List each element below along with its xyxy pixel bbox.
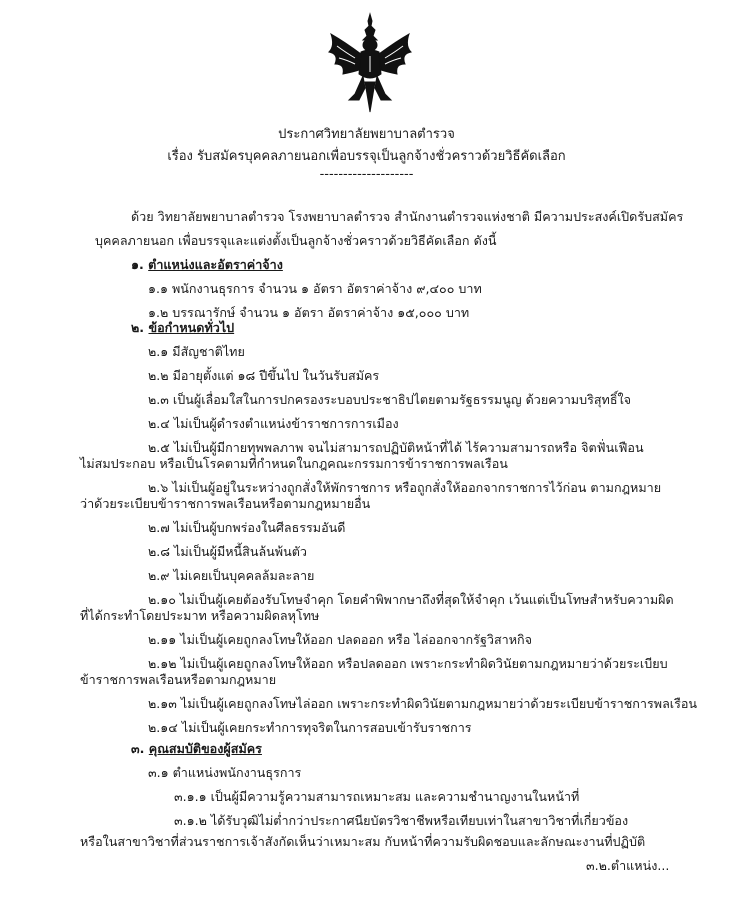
intro-line: บุคคลภายนอก เพื่อบรรจุและแต่งตั้งเป็นลูกจ้างชั่วคราวด้วยวิธีคัดเลือก ดังนี้ <box>95 233 497 248</box>
list-item: ๒.๑๓ ไม่เป็นผู้เคยถูกลงโทษไล่ออก เพราะกระทำผิดวินัยตามกฎหมายว่าด้วยระเบียบข้าราชการพลเรือน <box>148 696 698 711</box>
list-item-continued: ที่ได้กระทำโดยประมาท หรือความผิดลหุโทษ <box>80 608 320 623</box>
section-number: ๒. <box>131 320 145 335</box>
list-item: ๒.๑๐ ไม่เป็นผู้เคยต้องรับโทษจำคุก โดยคำพิพากษาถึงที่สุดให้จำคุก เว้นแต่เป็นโทษสำหรับความผิด <box>148 592 674 607</box>
section-heading-1 <box>131 257 283 273</box>
section-number: ๑. <box>131 257 144 272</box>
list-item-continued: หรือในสาขาวิชาที่ส่วนราชการเจ้าสังกัดเห็นว่าเหมาะสม กับหน้าที่ความรับผิดชอบและลักษณะงานที่ปฏิบัติ <box>80 834 646 849</box>
list-item: ๒.๑๒ ไม่เป็นผู้เคยถูกลงโทษให้ออก หรือปลดออก เพราะกระทำผิดวินัยตามกฎหมายว่าด้วยระเบียบ <box>148 656 668 671</box>
announcement-subject: เรื่อง รับสมัครบุคคลภายนอกเพื่อบรรจุเป็นลูกจ้างชั่วคราวด้วยวิธีคัดเลือก <box>167 149 566 164</box>
section-title: ตำแหน่งและอัตราค่าจ้าง <box>148 257 283 272</box>
section-number: ๓. <box>131 741 145 756</box>
list-item-continued: ว่าด้วยระเบียบข้าราชการพลเรือนหรือตามกฎหมายอื่น <box>80 496 371 511</box>
section-heading-2 <box>131 320 234 336</box>
title-separator: -------------------- <box>319 167 414 182</box>
list-item: ๒.๙ ไม่เคยเป็นบุคคลล้มละลาย <box>148 568 315 583</box>
list-item: ๓.๑ ตำแหน่งพนักงานธุรการ <box>148 765 302 780</box>
list-item: ๒.๑๑ ไม่เป็นผู้เคยถูกลงโทษให้ออก ปลดออก หรือ ไล่ออกจากรัฐวิสาหกิจ <box>148 632 533 647</box>
list-item: ๒.๕ ไม่เป็นผู้มีกายทุพพลภาพ จนไม่สามารถปฏิบัติหน้าที่ได้ ไร้ความสามารถหรือ จิตฟั่นเฟือน <box>148 440 644 455</box>
list-item: ๒.๒ มีอายุตั้งแต่ ๑๘ ปีขึ้นไป ในวันรับสมัคร <box>148 368 380 383</box>
garuda-emblem-icon <box>325 12 415 116</box>
list-item: ๒.๑๔ ไม่เป็นผู้เคยกระทำการทุจริตในการสอบเข้ารับราชการ <box>148 720 472 735</box>
list-item: ๑.๒ บรรณารักษ์ จำนวน ๑ อัตรา อัตราค่าจ้าง ๑๕,๐๐๐ บาท <box>148 305 470 320</box>
list-item: ๒.๔ ไม่เป็นผู้ดำรงตำแหน่งข้าราชการการเมือง <box>148 416 399 431</box>
section-heading-3 <box>131 741 262 757</box>
page-continuation: ๓.๒.ตำแหน่ง... <box>586 858 670 873</box>
intro-line: ด้วย วิทยาลัยพยาบาลตำรวจ โรงพยาบาลตำรวจ สำนักงานตำรวจแห่งชาติ มีความประสงค์เปิดรับสมัคร <box>131 209 684 224</box>
announcement-title: ประกาศวิทยาลัยพยาบาลตำรวจ <box>278 127 455 142</box>
section-title: คุณสมบัติของผู้สมัคร <box>148 741 262 756</box>
list-item: ๒.๓ เป็นผู้เลื่อมใสในการปกครองระบอบประชาธิปไตยตามรัฐธรรมนูญ ด้วยความบริสุทธิ์ใจ <box>148 392 632 407</box>
list-item-continued: ไม่สมประกอบ หรือเป็นโรคตามที่กำหนดในกฎคณะกรรมการข้าราชการพลเรือน <box>80 456 508 471</box>
list-item: ๑.๑ พนักงานธุรการ จำนวน ๑ อัตรา อัตราค่าจ้าง ๙,๔๐๐ บาท <box>148 281 482 296</box>
list-item-continued: ข้าราชการพลเรือนหรือตามกฎหมาย <box>80 672 277 687</box>
list-item: ๒.๘ ไม่เป็นผู้มีหนี้สินล้นพ้นตัว <box>148 544 307 559</box>
list-item: ๒.๑ มีสัญชาติไทย <box>148 344 245 359</box>
list-item: ๒.๗ ไม่เป็นผู้บกพร่องในศีลธรรมอันดี <box>148 520 346 535</box>
list-item: ๒.๖ ไม่เป็นผู้อยู่ในระหว่างถูกสั่งให้พักราชการ หรือถูกสั่งให้ออกจากราชการไว้ก่อน ตามกฎหมาย <box>148 480 662 495</box>
section-title: ข้อกำหนดทั่วไป <box>148 320 235 335</box>
list-item: ๓.๑.๑ เป็นผู้มีความรู้ความสามารถเหมาะสม และความชำนาญงานในหน้าที่ <box>174 789 580 804</box>
list-item: ๓.๑.๒ ได้รับวุฒิไม่ต่ำกว่าประกาศนียบัตรวิชาชีพหรือเทียบเท่าในสาขาวิชาที่เกี่ยวข้อง <box>174 813 629 828</box>
